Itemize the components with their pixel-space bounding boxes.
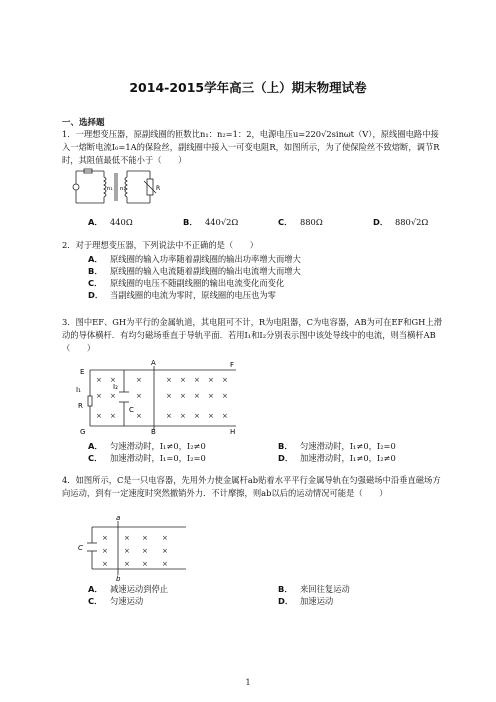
field-cross: ×	[162, 547, 168, 555]
field-cross: ×	[110, 412, 116, 420]
field-cross: ×	[194, 392, 200, 400]
field-cross: ×	[222, 412, 228, 420]
field-cross: ×	[208, 392, 214, 400]
field-cross: ×	[194, 412, 200, 420]
option-B[interactable]: B． 匀速滑动时，I₁≠0，I₂=0	[278, 441, 396, 451]
field-cross: ×	[142, 534, 148, 542]
label-R: R	[156, 185, 161, 192]
label-R: R	[78, 402, 83, 410]
option-A[interactable]: A． 匀速滑动时，I₁≠0，I₂≠0	[88, 441, 206, 451]
page-number: 1	[245, 678, 251, 687]
figure-rails	[76, 359, 238, 438]
option-B[interactable]: B． 来回往复运动	[278, 584, 350, 594]
question-2-stem: 2．对于理想变压器，下列说法中不正确的是（ ）	[62, 240, 259, 250]
question-1-stem: 1．一理想变压器，原副线圈的匝数比n₁：n₂=1：2，电源电压u=220√2sinωt（V），原线圈电路中接入一熔断电流I₀=1A的保险丝，副线圈中接入一可变电阻R，如图所示，为了使保险丝不致熔断，调节R时，其阻值最低不能小于（ ）	[62, 129, 440, 165]
label-I1: I₁	[76, 386, 81, 394]
option-A[interactable]: A． 减速运动到停止	[88, 584, 169, 594]
label-G: G	[80, 428, 86, 436]
question-4-stem: 4．如图所示，C是一只电容器，先用外力使金属杆ab贴着水平平行金属导轨在匀强磁场中沿垂直磁场方向运动，到有一定速度时突然撤销外力．不计摩擦，则ab以后的运动情况可能是（ ）	[62, 475, 441, 498]
field-cross: ×	[124, 560, 130, 568]
option-C[interactable]: C． 匀速运动	[88, 596, 144, 606]
option-B[interactable]: B． 原线圈的输入电流随着副线圈的输出电流增大而增大	[88, 266, 301, 276]
figure-capacitor-rod	[78, 515, 188, 585]
field-cross: ×	[102, 560, 108, 568]
field-cross: ×	[142, 560, 148, 568]
label-B: B	[151, 428, 156, 436]
field-cross: ×	[208, 412, 214, 420]
label-b: b	[116, 575, 121, 583]
field-cross: ×	[102, 534, 108, 542]
page-title: 2014-2015学年高三（上）期末物理试卷	[129, 80, 367, 95]
label-n1: n₁	[107, 186, 113, 192]
field-cross: ×	[102, 547, 108, 555]
option-D[interactable]: D． 880√2Ω	[373, 217, 429, 227]
label-H: H	[230, 428, 236, 436]
field-cross: ×	[166, 392, 172, 400]
question-1-options	[62, 216, 442, 228]
field-cross: ×	[166, 412, 172, 420]
section-heading: 一、选择题	[62, 118, 105, 128]
option-D[interactable]: D． 加速运动	[278, 596, 334, 606]
label-E: E	[80, 368, 85, 376]
option-C[interactable]: C． 原线圈的电压不随副线圈的输出电流变化而变化	[88, 278, 285, 288]
option-B[interactable]: B． 440√2Ω	[183, 217, 239, 227]
option-D[interactable]: D． 当副线圈的电流为零时，原线圈的电压也为零	[88, 290, 276, 300]
field-cross: ×	[96, 412, 102, 420]
option-D[interactable]: D． 加速滑动时，I₁≠0，I₂≠0	[278, 453, 396, 463]
label-C: C	[129, 406, 134, 414]
figure-transformer	[70, 165, 165, 214]
question-2-options	[62, 253, 442, 301]
field-cross: ×	[166, 376, 172, 384]
question-3-options	[62, 440, 442, 464]
label-I2: I₂	[113, 383, 118, 391]
field-cross: ×	[110, 392, 116, 400]
option-A[interactable]: A． 原线圈的输入功率随着副线圈的输出功率增大而增大	[88, 254, 301, 264]
field-cross: ×	[194, 376, 200, 384]
field-cross: ×	[96, 392, 102, 400]
field-cross: ×	[162, 534, 168, 542]
field-cross: ×	[162, 560, 168, 568]
field-cross: ×	[142, 547, 148, 555]
field-cross: ×	[124, 534, 130, 542]
field-cross: ×	[222, 376, 228, 384]
label-A: A	[151, 359, 156, 367]
field-cross: ×	[180, 412, 186, 420]
field-cross: ×	[124, 547, 130, 555]
field-cross: ×	[136, 376, 142, 384]
field-cross: ×	[208, 376, 214, 384]
field-cross: ×	[222, 392, 228, 400]
question-4-options	[62, 583, 442, 607]
option-C[interactable]: C． 880Ω	[278, 217, 323, 227]
label-F: F	[230, 361, 235, 369]
option-A[interactable]: A． 440Ω	[88, 217, 133, 227]
label-C: C	[78, 544, 83, 552]
label-a: a	[116, 514, 121, 522]
question-3-stem: 3．图中EF、GH为平行的金属轨道，其电阻可不计，R为电阻器，C为电容器，AB为可在EF和GH上滑动的导体横杆．有均匀磁场垂直于导轨平面．若用I₁和I₂分别表示图中该处导线中的电流，则当横杆AB（ ）	[62, 317, 443, 353]
field-cross: ×	[180, 376, 186, 384]
field-cross: ×	[110, 376, 116, 384]
field-cross: ×	[136, 412, 142, 420]
label-n2: n₂	[120, 186, 126, 192]
field-cross: ×	[136, 392, 142, 400]
field-cross: ×	[180, 392, 186, 400]
field-cross: ×	[96, 376, 102, 384]
option-C[interactable]: C． 加速滑动时，I₁=0，I₂=0	[88, 453, 206, 463]
